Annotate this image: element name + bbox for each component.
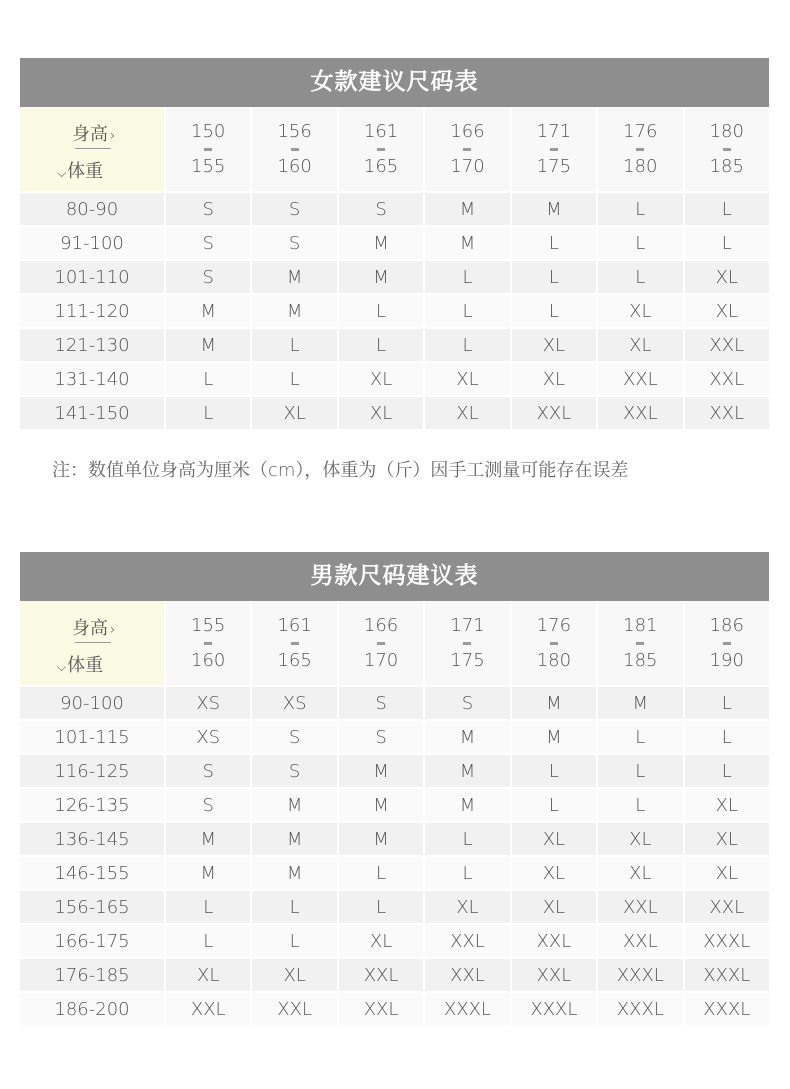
weight-range-cell: 101-115: [20, 721, 164, 755]
size-cell: XXL: [598, 363, 682, 397]
size-cell: XXL: [339, 993, 423, 1027]
height-range-header: [425, 107, 509, 191]
size-cell: L: [685, 721, 769, 755]
size-cell: XXXL: [512, 993, 596, 1027]
weight-range-cell: 141-150: [20, 397, 164, 431]
height-max: 160: [191, 649, 226, 671]
size-cell: S: [339, 721, 423, 755]
height-max: 165: [277, 649, 312, 671]
size-cell: M: [512, 193, 596, 227]
height-max: 175: [450, 649, 485, 671]
chevron-down-icon: ⌵: [57, 660, 67, 674]
table-row: [20, 891, 769, 925]
height-label-text: 身高: [72, 124, 108, 145]
range-dash: [204, 642, 212, 645]
size-cell: L: [339, 295, 423, 329]
size-cell: L: [598, 721, 682, 755]
size-cell: XL: [512, 823, 596, 857]
size-cell: L: [685, 227, 769, 261]
height-min: 166: [363, 614, 399, 636]
height-max: 160: [277, 155, 312, 177]
size-cell: XXL: [598, 891, 682, 925]
size-cell: XXXL: [685, 993, 769, 1027]
height-min: 150: [191, 120, 226, 142]
weight-axis-label: [57, 651, 103, 677]
height-min: 171: [536, 120, 572, 142]
height-max: 165: [363, 155, 399, 177]
size-cell: L: [252, 925, 336, 959]
height-min: 166: [450, 120, 485, 142]
table-row: [20, 193, 769, 227]
height-range: [685, 107, 769, 191]
size-cell: XL: [512, 363, 596, 397]
weight-range-cell: 186-200: [20, 993, 164, 1027]
women-size-chart: [20, 58, 769, 431]
height-range: [166, 601, 250, 685]
men-size-table: [18, 601, 771, 1027]
weight-range-cell: 121-130: [20, 329, 164, 363]
table-row: [20, 789, 769, 823]
height-max: 185: [623, 649, 658, 671]
height-range-header: [512, 107, 596, 191]
corner-divider: [75, 148, 111, 149]
range-dash: [463, 642, 471, 645]
table-row: [20, 295, 769, 329]
size-cell: L: [598, 261, 682, 295]
size-cell: M: [425, 755, 509, 789]
size-cell: M: [166, 295, 250, 329]
size-cell: XL: [339, 925, 423, 959]
size-cell: XXL: [512, 925, 596, 959]
size-cell: S: [339, 193, 423, 227]
range-dash: [463, 148, 471, 151]
size-cell: L: [512, 227, 596, 261]
weight-label-text: 体重: [67, 655, 104, 676]
height-label-text: 身高: [72, 618, 108, 639]
height-min: 181: [623, 614, 658, 636]
height-range-header: [598, 107, 682, 191]
weight-range-cell: 166-175: [20, 925, 164, 959]
size-cell: M: [252, 789, 336, 823]
table-row: [20, 363, 769, 397]
weight-range-cell: 146-155: [20, 857, 164, 891]
size-cell: XL: [512, 329, 596, 363]
size-cell: XXL: [685, 329, 769, 363]
height-range-header: [166, 107, 250, 191]
size-cell: L: [425, 823, 509, 857]
height-range-header: [425, 601, 509, 685]
size-cell: XXXL: [685, 925, 769, 959]
height-max: 180: [536, 649, 572, 671]
height-range: [598, 601, 682, 685]
height-min: 176: [536, 614, 572, 636]
size-cell: M: [252, 261, 336, 295]
height-range-header: [685, 107, 769, 191]
size-cell: M: [425, 789, 509, 823]
size-cell: M: [339, 823, 423, 857]
range-dash: [377, 148, 385, 151]
size-cell: L: [598, 755, 682, 789]
size-cell: M: [339, 755, 423, 789]
height-range: [252, 601, 336, 685]
size-cell: L: [339, 857, 423, 891]
height-range-header: [598, 601, 682, 685]
size-cell: M: [512, 721, 596, 755]
height-range-header: [252, 107, 336, 191]
weight-range-cell: 126-135: [20, 789, 164, 823]
size-cell: XL: [339, 363, 423, 397]
size-cell: S: [166, 227, 250, 261]
size-cell: L: [339, 329, 423, 363]
size-cell: S: [425, 687, 509, 721]
weight-range-cell: 176-185: [20, 959, 164, 993]
range-dash: [291, 148, 299, 151]
size-cell: XXL: [512, 397, 596, 431]
size-cell: M: [339, 227, 423, 261]
size-cell: L: [166, 363, 250, 397]
height-max: 185: [709, 155, 744, 177]
weight-range-cell: 156-165: [20, 891, 164, 925]
table-row: [20, 721, 769, 755]
height-min: 186: [709, 614, 744, 636]
size-cell: L: [685, 755, 769, 789]
height-range-header: [512, 601, 596, 685]
height-range: [512, 601, 596, 685]
table-row: [20, 755, 769, 789]
size-cell: XXL: [598, 397, 682, 431]
range-dash: [291, 642, 299, 645]
weight-range-cell: 131-140: [20, 363, 164, 397]
size-cell: XL: [425, 891, 509, 925]
size-cell: L: [598, 789, 682, 823]
weight-axis-label: [57, 157, 103, 183]
height-max: 155: [191, 155, 226, 177]
size-cell: L: [166, 925, 250, 959]
size-cell: XL: [685, 261, 769, 295]
men-size-chart: [20, 552, 769, 1027]
height-range-header: [166, 601, 250, 685]
height-min: 156: [277, 120, 312, 142]
size-cell: XL: [339, 397, 423, 431]
chevron-down-icon: ⌵: [57, 166, 67, 180]
weight-range-cell: 136-145: [20, 823, 164, 857]
size-cell: L: [685, 193, 769, 227]
weight-range-cell: 90-100: [20, 687, 164, 721]
weight-label-text: 体重: [67, 161, 104, 182]
size-cell: XL: [166, 959, 250, 993]
size-cell: L: [252, 329, 336, 363]
size-cell: L: [425, 857, 509, 891]
table-row: [20, 397, 769, 431]
table-row: [20, 857, 769, 891]
axis-corner-cell: [20, 107, 164, 191]
height-range-header: [252, 601, 336, 685]
size-cell: L: [685, 687, 769, 721]
height-range: [425, 601, 509, 685]
size-cell: M: [425, 193, 509, 227]
size-cell: L: [425, 329, 509, 363]
height-min: 171: [450, 614, 485, 636]
table-row: [20, 261, 769, 295]
size-cell: S: [166, 755, 250, 789]
size-cell: L: [252, 891, 336, 925]
size-cell: XXL: [685, 363, 769, 397]
size-cell: S: [166, 193, 250, 227]
weight-range-cell: 116-125: [20, 755, 164, 789]
size-cell: M: [512, 687, 596, 721]
size-cell: M: [166, 329, 250, 363]
size-cell: M: [166, 857, 250, 891]
size-cell: XL: [685, 295, 769, 329]
height-min: 176: [623, 120, 658, 142]
size-cell: S: [252, 193, 336, 227]
range-dash: [636, 642, 644, 645]
range-dash: [377, 642, 385, 645]
table-row: [20, 687, 769, 721]
height-max: 180: [623, 155, 658, 177]
size-cell: M: [339, 261, 423, 295]
size-cell: S: [166, 261, 250, 295]
size-cell: XL: [425, 397, 509, 431]
height-range-header: [339, 107, 423, 191]
size-cell: XXXL: [598, 959, 682, 993]
height-header-row: [20, 107, 769, 191]
table-row: [20, 993, 769, 1027]
height-max: 170: [450, 155, 485, 177]
height-axis-label: [72, 614, 116, 640]
table-row: [20, 959, 769, 993]
size-cell: XL: [598, 857, 682, 891]
size-cell: XL: [598, 295, 682, 329]
size-cell: XL: [685, 789, 769, 823]
women-chart-title: 女款建议尺码表: [20, 58, 769, 107]
size-cell: M: [252, 295, 336, 329]
size-cell: XL: [252, 397, 336, 431]
height-min: 161: [363, 120, 399, 142]
size-cell: S: [252, 227, 336, 261]
range-dash: [550, 642, 558, 645]
size-cell: XL: [512, 857, 596, 891]
size-cell: XXL: [339, 959, 423, 993]
measurement-note: 注：数值单位身高为厘米（cm），体重为（斤）因手工测量可能存在误差: [52, 460, 629, 481]
size-cell: XXXL: [425, 993, 509, 1027]
size-cell: XL: [685, 857, 769, 891]
height-max: 175: [536, 155, 572, 177]
size-cell: XS: [252, 687, 336, 721]
size-cell: L: [512, 261, 596, 295]
height-range: [425, 107, 509, 191]
size-cell: XXL: [685, 891, 769, 925]
size-cell: L: [425, 295, 509, 329]
size-cell: XL: [685, 823, 769, 857]
height-axis-label: [72, 120, 116, 146]
size-cell: S: [339, 687, 423, 721]
height-range-header: [339, 601, 423, 685]
height-header-row: [20, 601, 769, 685]
size-cell: XS: [166, 687, 250, 721]
size-cell: L: [512, 755, 596, 789]
size-cell: XL: [425, 363, 509, 397]
size-cell: M: [166, 823, 250, 857]
chevron-right-icon: ›: [110, 622, 116, 638]
size-cell: XXXL: [685, 959, 769, 993]
table-row: [20, 823, 769, 857]
size-cell: XL: [598, 823, 682, 857]
size-cell: L: [598, 227, 682, 261]
height-range: [252, 107, 336, 191]
size-cell: M: [252, 823, 336, 857]
height-range: [685, 601, 769, 685]
size-cell: L: [252, 363, 336, 397]
height-range: [339, 601, 423, 685]
table-row: [20, 227, 769, 261]
size-cell: M: [425, 227, 509, 261]
range-dash: [550, 148, 558, 151]
height-min: 161: [277, 614, 312, 636]
weight-range-cell: 101-110: [20, 261, 164, 295]
range-dash: [204, 148, 212, 151]
size-cell: M: [425, 721, 509, 755]
size-cell: L: [166, 397, 250, 431]
chevron-right-icon: ›: [110, 128, 116, 144]
weight-range-cell: 111-120: [20, 295, 164, 329]
range-dash: [723, 642, 731, 645]
range-dash: [636, 148, 644, 151]
size-cell: XXL: [598, 925, 682, 959]
size-cell: XL: [598, 329, 682, 363]
table-row: [20, 925, 769, 959]
size-cell: XXL: [166, 993, 250, 1027]
height-range: [166, 107, 250, 191]
size-cell: XXL: [425, 959, 509, 993]
size-cell: XXL: [512, 959, 596, 993]
height-max: 170: [363, 649, 399, 671]
size-cell: L: [512, 295, 596, 329]
height-min: 180: [709, 120, 744, 142]
size-cell: L: [339, 891, 423, 925]
height-min: 155: [191, 614, 226, 636]
height-range: [598, 107, 682, 191]
size-cell: L: [598, 193, 682, 227]
weight-range-cell: 80-90: [20, 193, 164, 227]
size-cell: S: [252, 721, 336, 755]
size-cell: XS: [166, 721, 250, 755]
size-cell: XXL: [252, 993, 336, 1027]
size-cell: M: [339, 789, 423, 823]
size-cell: L: [166, 891, 250, 925]
axis-corner-cell: [20, 601, 164, 685]
size-cell: L: [512, 789, 596, 823]
size-cell: M: [252, 857, 336, 891]
size-cell: XXL: [685, 397, 769, 431]
size-cell: XXXL: [598, 993, 682, 1027]
men-chart-title: 男款尺码建议表: [20, 552, 769, 601]
size-cell: L: [425, 261, 509, 295]
size-cell: S: [252, 755, 336, 789]
size-cell: M: [598, 687, 682, 721]
height-range: [339, 107, 423, 191]
weight-range-cell: 91-100: [20, 227, 164, 261]
range-dash: [723, 148, 731, 151]
height-max: 190: [709, 649, 744, 671]
size-cell: S: [166, 789, 250, 823]
size-cell: XL: [512, 891, 596, 925]
table-row: [20, 329, 769, 363]
height-range: [512, 107, 596, 191]
size-cell: XXL: [425, 925, 509, 959]
women-size-table: [18, 107, 771, 431]
height-range-header: [685, 601, 769, 685]
size-cell: XL: [252, 959, 336, 993]
corner-divider: [75, 642, 111, 643]
